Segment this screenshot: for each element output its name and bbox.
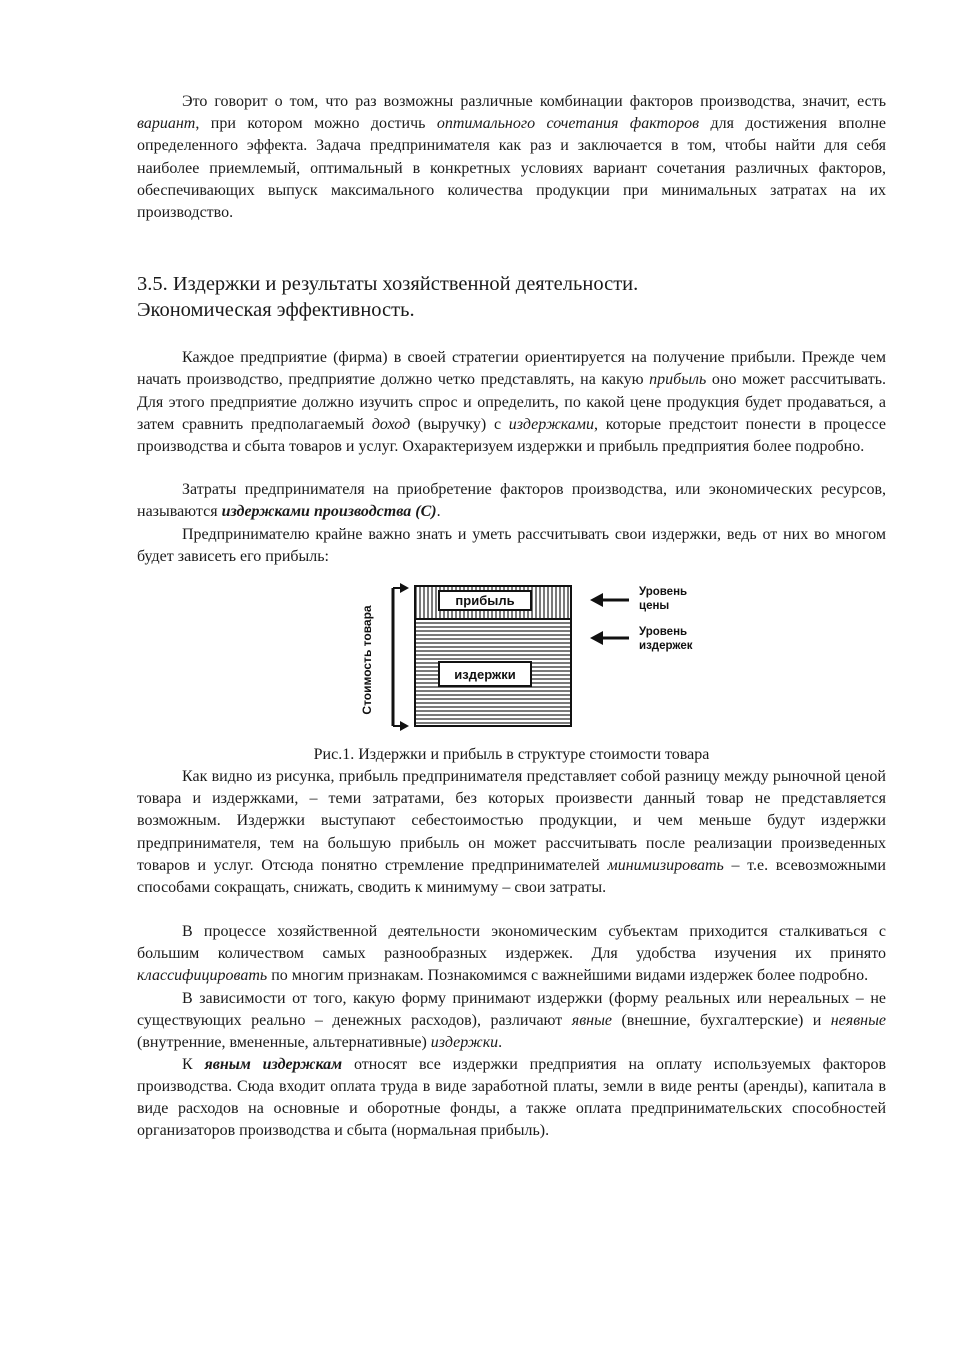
text: (выручку) с xyxy=(410,415,509,433)
price-level-line: Уровень xyxy=(639,586,688,599)
text: , которые предстоит понести в процессе производства и сбыта товаров и услуг. Охарактеризуем издержки и прибыль предприятия более подробно. xyxy=(137,415,886,456)
text: К xyxy=(182,1055,205,1073)
paragraph-classify xyxy=(137,921,886,987)
italic-term: неявные xyxy=(830,1011,887,1029)
paragraph-explicit-costs xyxy=(137,1054,886,1142)
value-bracket-arrow xyxy=(393,583,409,731)
text: Каждое предприятие (фирма) в своей стратегии ориентируется на получение прибыли. Прежде чем начать производство, предприятие должно четко представлять, на какую xyxy=(137,349,886,389)
text: . xyxy=(498,1033,503,1051)
paragraph-intro-figure xyxy=(137,524,886,568)
bold-italic-term: явным издержкам xyxy=(204,1055,343,1073)
bold-italic-term: издержками производства (С) xyxy=(221,503,437,521)
italic-term: доход xyxy=(371,415,411,433)
text: оно может рассчитывать. Для этого предприятие должно изучить спрос и определить, по какой цене продукция будет продаваться, а затем сравнить предполагаемый xyxy=(137,371,887,433)
text: , при котором можно достичь xyxy=(195,115,437,133)
italic-term: прибыль xyxy=(649,371,707,389)
costs-label: издержки xyxy=(454,667,516,683)
paragraph-minimize xyxy=(137,766,886,899)
text: (внешние, бухгалтерские) и xyxy=(612,1011,831,1029)
text: относят все издержки предприятия на оплату используемых факторов производства. Сюда входит оплата труда в виде заработной платы, земли в виде ренты (аренды), капитала в виде расходов на основные и оборотные фонды, а также оплата предпринимательских способностей организаторов производства и сбыта (нормальная прибыль). xyxy=(137,1055,887,1140)
heading-line: 3.5. Издержки и результаты хозяйственной деятельности. xyxy=(137,273,639,296)
figure-caption: Рис.1. Издержки и прибыль в структуре стоимости товара xyxy=(313,746,710,764)
text: Предпринимателю крайне важно знать и уметь рассчитывать свои издержки, ведь от них во многом будет зависеть его прибыль: xyxy=(137,525,886,565)
figure-cost-structure xyxy=(137,578,886,738)
document-page xyxy=(137,91,886,1142)
paragraph-factors xyxy=(137,91,886,224)
cost-level-arrow-icon xyxy=(590,631,629,645)
text: – т.е. всевозможными способами сокращать, снижать, сводить к минимуму – свои затраты. xyxy=(137,856,886,897)
price-level-label xyxy=(639,586,690,612)
text: Это говорит о том, что раз возможны различные комбинации факторов производства, значит, есть xyxy=(182,93,886,110)
italic-term: классифицировать xyxy=(137,967,268,985)
price-level-line: цены xyxy=(639,600,670,613)
price-level-arrow-icon xyxy=(590,593,629,607)
text: (внутренние, вмененные, альтернативные) xyxy=(137,1033,431,1051)
italic-term: оптимального сочетания факторов xyxy=(436,115,700,133)
text: . xyxy=(436,503,441,521)
text: для достижения вполне определенного эффекта. Задача предпринимателя как раз и заключается в том, чтобы найти для себя наиболее приемлемый, оптимальный в конкретных условиях вариант сочетания различных факторов, обеспечивающих выпуск максимального количества продукции при минимальных затратах на их производство. xyxy=(137,115,887,222)
text: по многим признакам. Познакомимся с важнейшими видами издержек более подробно. xyxy=(267,967,869,985)
italic-term: минимизировать xyxy=(607,856,724,874)
cost-level-line: Уровень xyxy=(639,626,688,639)
paragraph-strategy xyxy=(137,347,886,458)
cost-types-section xyxy=(137,921,886,1142)
text: В зависимости от того, какую форму принимают издержки (форму реальных или нереальных – не существующих реально – денежных расходов), различают xyxy=(137,989,886,1029)
italic-term: вариант xyxy=(137,115,196,133)
heading-line: Экономическая эффективность. xyxy=(137,299,415,322)
text: В процессе хозяйственной деятельности экономическим субъектам приходится сталкиваться с большим количеством самых разнообразных издержек. Для удобства изучения их принято xyxy=(137,923,886,963)
italic-term: издержки xyxy=(430,1033,499,1051)
cost-level-line: издержек xyxy=(639,640,693,653)
cost-level-label xyxy=(639,626,693,652)
paragraph-explicit-implicit xyxy=(137,988,886,1054)
paragraph-definition xyxy=(137,479,886,523)
italic-term: явные xyxy=(571,1011,613,1029)
profit-label: прибыль xyxy=(455,593,515,609)
italic-term: издержками xyxy=(508,415,594,433)
text: Как видно из рисунка, прибыль предпринимателя представляет собой разницу между рыночной ценой товара и издержками, – теми затратами, без которых произвести данный товар не представляется возможным. Издержки выступают себестоимостью продукции, и чем меньше будут издержки предпринимателя, тем на большую прибыль он может рассчитывать после реализации произведенных товаров и услуг. Отсюда понятно стремление предпринимателей xyxy=(137,768,886,874)
y-axis-label: Стоимость товара xyxy=(360,605,374,715)
cost-profit-diagram xyxy=(347,578,717,736)
text: Затраты предпринимателя на приобретение факторов производства, или экономических ресурсов, называются xyxy=(137,481,886,521)
section-heading xyxy=(137,271,886,323)
